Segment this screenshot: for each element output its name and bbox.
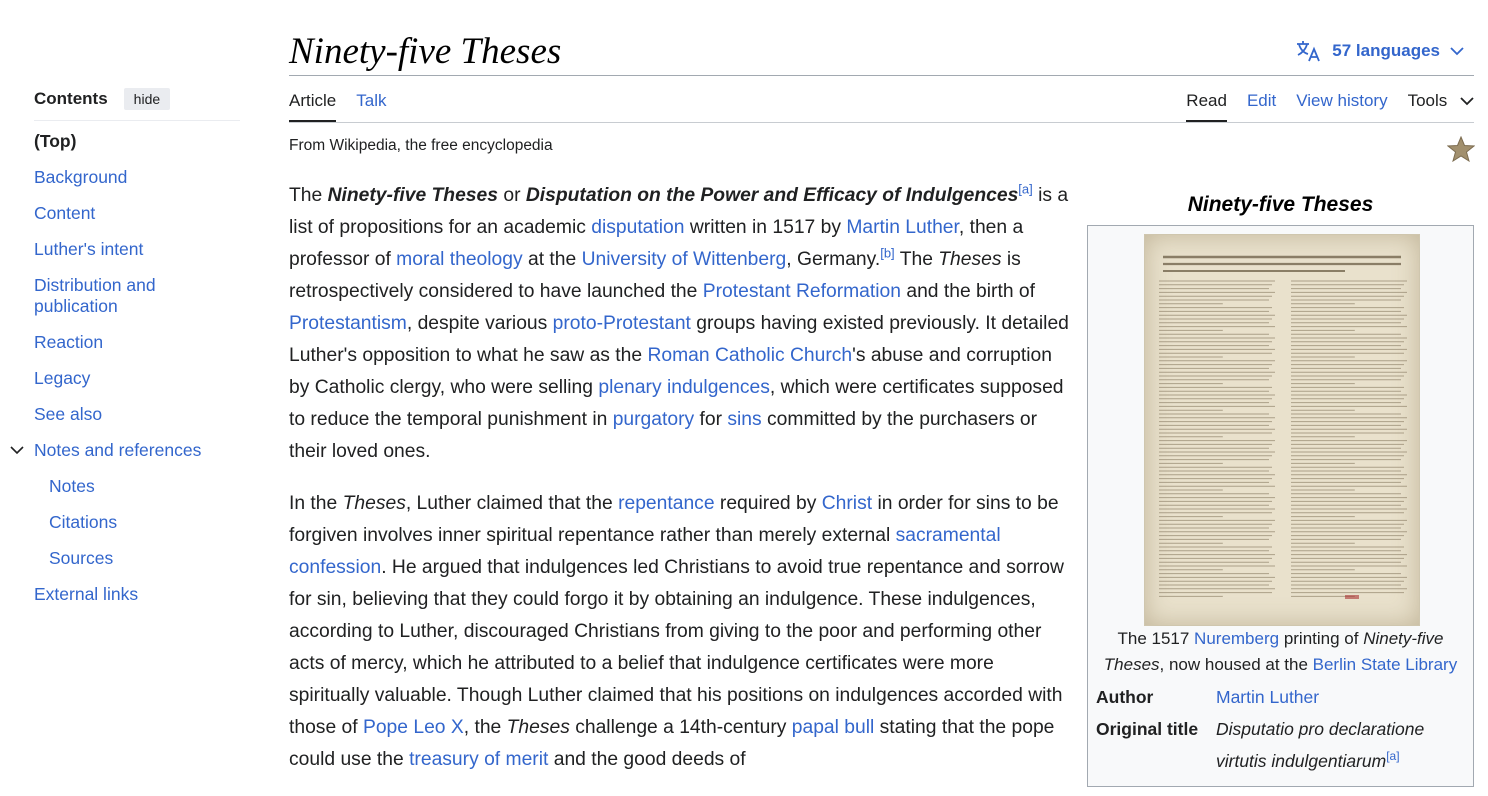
toc-item-notes-and-references xyxy=(34,440,240,461)
infobox xyxy=(1087,225,1474,787)
link-nuremberg[interactable]: Nuremberg xyxy=(1194,629,1280,648)
chevron-down-icon xyxy=(1460,96,1474,106)
toc-item-content[interactable]: Content xyxy=(34,203,96,223)
toc-item-citations[interactable]: Citations xyxy=(49,512,118,532)
tools-label: Tools xyxy=(1407,91,1448,110)
translate-icon xyxy=(1296,40,1322,62)
author-label: Author xyxy=(1096,687,1154,707)
tab-article[interactable]: Article xyxy=(289,88,336,122)
link-roman-catholic-church[interactable]: Roman Catholic Church xyxy=(647,345,853,366)
page-title: Ninety-five Theses xyxy=(289,31,562,72)
link-sacramental-confession[interactable]: sacramental confession xyxy=(289,525,1001,578)
author-value-link[interactable]: Martin Luther xyxy=(1216,687,1320,707)
featured-star-icon xyxy=(1447,136,1475,167)
toc-item-distribution[interactable]: Distribution and publication xyxy=(34,275,156,316)
toc-hide-button[interactable]: hide xyxy=(124,88,170,110)
languages-label: 57 languages xyxy=(1332,41,1440,60)
intro-paragraph: The Ninety-five Theses or Disputation on the Power and Efficacy of Indulgences[a] is a list of propositions for an academic disputation written in 1517 by Martin Luther, then a professor of moral theology at the University of Wittenberg, Germany.[b] The Theses is retrospectively considered to have launched the Protestant Reformation and the birth of Protestantism, despite various proto-Protestant groups having existed previously. It detailed Luther's opposition to what he saw as the Roman Catholic Church's abuse and corruption by Catholic clergy, who were selling plenary indulgences, which were certificates supposed to reduce the temporal punishment in purgatory for sins committed by the purchasers or their loved ones. xyxy=(289,181,1069,462)
ref-a-link-infobox[interactable]: [a] xyxy=(1386,749,1400,763)
languages-button[interactable] xyxy=(1296,40,1474,62)
toc-item-top[interactable]: (Top) xyxy=(34,131,77,151)
article-body xyxy=(289,180,1069,796)
image-caption: The 1517 Nuremberg printing of Ninety-five Theses, now housed at the Berlin State Library xyxy=(1103,629,1458,674)
toc-item-reaction[interactable]: Reaction xyxy=(34,332,104,352)
link-protestantism[interactable]: Protestantism xyxy=(289,313,407,334)
toc-item-notes[interactable]: Notes xyxy=(49,476,95,496)
second-paragraph: In the Theses, Luther claimed that the repentance required by Christ in order for sins to be forgiven involves inner spiritual repentance rather than merely external sacramental confession. He argued that indulgences led Christians to avoid true repentance and sorrow for sin, believing that they could forgo it by obtaining an indulgence. These indulgences, according to Luther, discouraged Christians from giving to the poor and performing other acts of mercy, which he attributed to a belief that indulgence certificates were more spiritually valuable. Though Luther claimed that his positions on indulgences accorded with those of Pope Leo X, the Theses challenge a 14th-century papal bull stating that the pope could use the treasury of merit and the good deeds of xyxy=(289,493,1064,770)
link-plenary-indulgences[interactable]: plenary indulgences xyxy=(598,377,770,398)
link-martin-luther[interactable]: Martin Luther xyxy=(846,217,959,238)
namespace-tabs xyxy=(289,88,406,122)
link-sins[interactable]: sins xyxy=(727,409,762,430)
toc-item-background[interactable]: Background xyxy=(34,167,128,187)
title-divider xyxy=(289,75,1474,76)
tools-menu[interactable] xyxy=(1408,88,1474,122)
toc-item-sources[interactable]: Sources xyxy=(49,548,114,568)
theses-document-image[interactable] xyxy=(1144,234,1420,626)
tab-read[interactable]: Read xyxy=(1186,88,1227,122)
link-repentance[interactable]: repentance xyxy=(618,493,715,514)
table-of-contents xyxy=(34,84,240,620)
link-disputation[interactable]: disputation xyxy=(591,217,685,238)
infobox-row-original-title xyxy=(1096,716,1466,775)
link-protestant-reformation[interactable]: Protestant Reformation xyxy=(702,281,901,302)
link-papal-bull[interactable]: papal bull xyxy=(791,717,875,738)
toc-title: Contents xyxy=(34,89,108,108)
link-christ[interactable]: Christ xyxy=(821,493,873,514)
original-title-label: Original title xyxy=(1096,719,1199,739)
toc-item-see-also[interactable]: See also xyxy=(34,404,103,424)
infobox-row-author xyxy=(1096,684,1466,711)
toc-list xyxy=(34,131,240,605)
tab-talk[interactable]: Talk xyxy=(356,91,387,110)
toc-header xyxy=(34,84,240,121)
link-treasury-of-merit[interactable]: treasury of merit xyxy=(409,749,549,770)
link-pope-leo-x[interactable]: Pope Leo X xyxy=(362,717,464,738)
toc-item-luthers-intent[interactable]: Luther's intent xyxy=(34,239,144,259)
site-tagline: From Wikipedia, the free encyclopedia xyxy=(289,137,553,154)
link-moral-theology[interactable]: moral theology xyxy=(396,249,523,270)
link-purgatory[interactable]: purgatory xyxy=(612,409,695,430)
chevron-down-icon xyxy=(1450,46,1464,56)
view-tabs xyxy=(1166,88,1474,122)
toc-item-external-links[interactable]: External links xyxy=(34,584,139,604)
link-university-of-wittenberg[interactable]: University of Wittenberg xyxy=(581,249,787,270)
tabs-divider xyxy=(289,122,1474,123)
chevron-down-icon[interactable] xyxy=(10,440,26,460)
tab-edit[interactable]: Edit xyxy=(1246,91,1277,110)
link-berlin-state-library[interactable]: Berlin State Library xyxy=(1312,655,1458,674)
toc-item-notes-and-references-label[interactable]: Notes and references xyxy=(34,440,202,460)
ref-b-link[interactable]: [b] xyxy=(880,245,895,261)
ref-a-link[interactable]: [a] xyxy=(1018,181,1033,197)
original-title-value: Disputatio pro declaratione virtutis indulgentiarum[a] xyxy=(1216,719,1425,771)
tab-view-history[interactable]: View history xyxy=(1296,91,1388,110)
link-proto-protestant[interactable]: proto-Protestant xyxy=(552,313,691,334)
toc-item-legacy[interactable]: Legacy xyxy=(34,368,91,388)
infobox-title: Ninety-five Theses xyxy=(1187,193,1374,216)
